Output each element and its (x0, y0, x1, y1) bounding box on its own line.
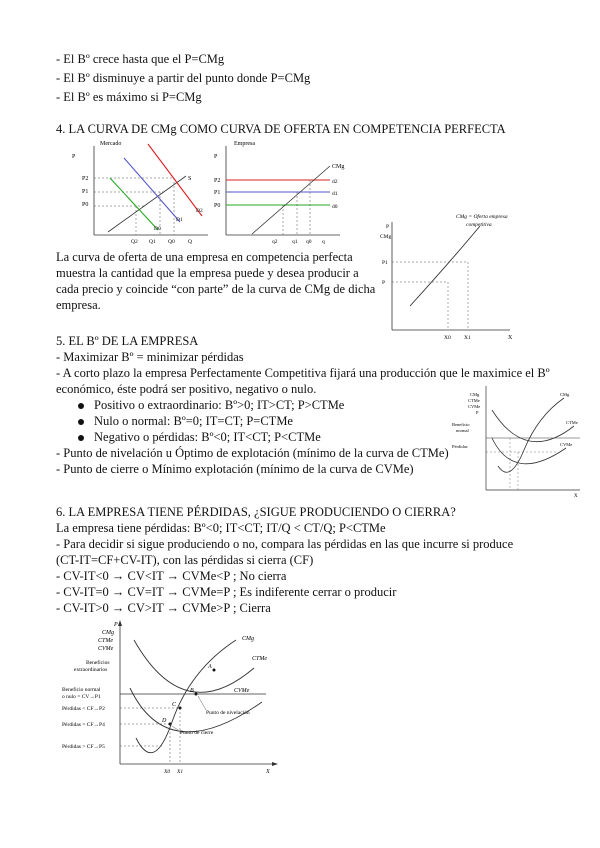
big-x-axis: X (266, 769, 270, 775)
supply-p0: P (382, 280, 386, 286)
supply-figure (368, 208, 520, 342)
big-cvme-label: CVMe (234, 688, 250, 694)
small-y-cvme: CVMe (468, 404, 481, 409)
firm-p0: P0 (214, 203, 221, 209)
small-x-axis: X (574, 494, 578, 498)
big-point-c: C (172, 702, 177, 708)
big-zone-normal-2: o nulo = CV→P1 (62, 694, 101, 700)
section-6-line-4: - CV-IT<0 → CV<IT → CVMe<P ; No cierra (56, 569, 287, 583)
supply-p1: P1 (382, 260, 388, 266)
intro-line-1: - El Bº crece hasta que el P=CMg (56, 52, 225, 66)
bullet-negative-text: Negativo o pérdidas: Bº<0; IT<CT; P<CTMe (94, 430, 321, 444)
bullet-dot (78, 435, 84, 441)
big-zone-loss-2: Pérdidas = CF→P4 (62, 722, 105, 728)
big-y-cvme: CVMe (98, 646, 114, 652)
market-d0-label: D0 (154, 226, 161, 232)
market-demand-d0 (110, 178, 158, 230)
firm-p1: P1 (214, 190, 221, 196)
market-q: Q (188, 239, 192, 245)
firm-cmg-label: CMg (332, 164, 345, 170)
market-p0: P0 (82, 202, 89, 208)
big-zone-normal-1: Beneficio normal (62, 687, 101, 693)
section-5-line-2: - A corto plazo la empresa Perfectamente Competitiva fijará una producción que le maximice el Bº (56, 366, 550, 380)
section-4-para-4: empresa. (56, 298, 101, 312)
market-demand-d2 (148, 144, 202, 216)
supply-x1: X1 (464, 335, 471, 341)
section-6-line-2: - Para decidir si sigue produciendo o no, compara las pérdidas en las que incurre si produce (56, 537, 514, 551)
big-zone-extra-1: Beneficios (86, 660, 110, 666)
market-y-label: P (72, 154, 76, 160)
small-cmg-curve (498, 398, 564, 472)
firm-q0: q0 (306, 239, 312, 245)
market-q2: Q2 (131, 239, 138, 245)
market-p2: P2 (82, 176, 89, 182)
bullet-positive-text: Positivo o extraordinario: Bº>0; IT>CT; P>CTMe (94, 398, 345, 412)
small-cvme-curve (492, 438, 566, 464)
market-s-label: S (188, 176, 192, 182)
section-4-para-1: La curva de oferta de una empresa en competencia perfecta (56, 250, 353, 264)
firm-title: Empresa (234, 141, 255, 147)
firm-d0-label: d0 (332, 204, 338, 210)
small-y-p: P (476, 410, 479, 415)
supply-x-axis: X (508, 335, 513, 341)
section-4-title: 4. LA CURVA DE CMg COMO CURVA DE OFERTA EN COMPETENCIA PERFECTA (56, 122, 506, 136)
big-ctme-label: CTMe (252, 656, 267, 662)
firm-figure (212, 138, 362, 250)
big-zone-loss-1: Pérdidas < CF→P2 (62, 706, 105, 712)
big-cierre-label: Punto de cierre (180, 730, 214, 736)
market-figure (62, 138, 212, 250)
intro-line-2: - El Bº disminuye a partir del punto donde P=CMg (56, 71, 311, 85)
big-zone-extra-2: extraordinarios (74, 667, 108, 673)
small-y-ctme: CTMe (468, 398, 480, 403)
big-x0: X0 (164, 769, 171, 775)
big-y-p: P (114, 622, 118, 628)
market-p1: P1 (82, 189, 89, 195)
supply-y-label-1: P (386, 224, 390, 230)
market-q0: Q0 (168, 239, 175, 245)
big-y-ctme: CTMe (98, 638, 113, 644)
firm-d1-label: d1 (332, 191, 338, 197)
firm-q: q (322, 239, 325, 245)
bullet-negative (78, 430, 321, 445)
bullet-null-text: Nulo o normal: Bº=0; IT=CT; P=CTMe (94, 414, 293, 428)
section-5-after-1: - Punto de nivelación u Óptimo de explotación (mínimo de la curva de CTMe) (56, 446, 449, 460)
big-nivelacion-label: Punto de nivelación (206, 710, 250, 716)
big-point-b: B (190, 688, 194, 694)
loss-decision-figure (56, 618, 280, 778)
bullet-positive (78, 398, 344, 413)
section-6-line-5: - CV-IT=0 → CV=IT → CVMe=P ; Es indiferente cerrar o producir (56, 585, 397, 599)
firm-p2: P2 (214, 178, 221, 184)
big-point-d: D (162, 718, 167, 724)
small-cmg-label: CMg (560, 392, 570, 397)
big-y-cmg: CMg (102, 630, 114, 636)
supply-curve (410, 226, 480, 306)
bullet-dot (78, 403, 84, 409)
small-ctme-label: CTMe (566, 420, 578, 425)
market-title: Mercado (100, 141, 122, 147)
section-6-line-3: (CT-IT=CF+CV-IT), con las pérdidas si cierra (CF) (56, 553, 314, 567)
big-point-a: A (208, 664, 212, 670)
small-cost-figure (448, 380, 582, 498)
section-4-para-3: cada precio y coincide “con parte” de la curva de CMg de dicha (56, 282, 376, 296)
section-6-title: 6. LA EMPRESA TIENE PÉRDIDAS, ¿SIGUE PRODUCIENDO O CIERRA? (56, 505, 456, 519)
big-x1: X1 (177, 769, 184, 775)
intro-line-3: - El Bº es máximo si P=CMg (56, 90, 202, 104)
firm-q1: q1 (292, 239, 298, 245)
supply-title-1: CMg = Oferta empresa (456, 214, 508, 220)
small-left-beneficio: Beneficio (452, 422, 470, 427)
big-zone-loss-3: Pérdidas > CF→P5 (62, 744, 105, 750)
section-5-line-1: - Maximizar Bº = minimizar pérdidas (56, 350, 244, 364)
section-5-line-3: económico, éste podrá ser positivo, negativo o nulo. (56, 382, 317, 396)
small-left-perdidas: Pérdidas (452, 444, 468, 449)
firm-y-label: P (214, 154, 218, 160)
section-6-line-6: - CV-IT>0 → CV>IT → CVMe>P ; Cierra (56, 601, 271, 615)
market-q1: Q1 (149, 239, 156, 245)
big-ctme-curve (134, 640, 254, 692)
small-cvme-label: CVMe (560, 442, 573, 447)
bullet-dot (78, 419, 84, 425)
small-ctme-curve (492, 410, 574, 442)
section-6-line-1: La empresa tiene pérdidas: Bº<0; IT<CT; IT/Q < CT/Q; P<CTMe (56, 521, 386, 535)
market-d2-label: D2 (196, 208, 203, 214)
market-d1-label: D1 (176, 217, 183, 223)
firm-q2: q2 (272, 239, 278, 245)
section-5-after-2: - Punto de cierre o Mínimo explotación (mínimo de la curva de CVMe) (56, 462, 414, 476)
section-4-para-2: muestra la cantidad que la empresa puede y desea producir a (56, 266, 359, 280)
firm-cmg-curve (252, 166, 330, 234)
section-5-title: 5. EL Bº DE LA EMPRESA (56, 334, 199, 348)
small-y-cmg: CMg (470, 392, 480, 397)
market-demand-d1 (124, 158, 180, 222)
supply-x0: X0 (444, 335, 451, 341)
small-left-normal: normal (456, 428, 469, 433)
bullet-null (78, 414, 293, 429)
supply-title-2: competitiva (466, 222, 492, 228)
supply-y-label-2: CMg (380, 234, 392, 240)
big-cmg-label: CMg (242, 636, 254, 642)
firm-d2-label: d2 (332, 179, 338, 185)
